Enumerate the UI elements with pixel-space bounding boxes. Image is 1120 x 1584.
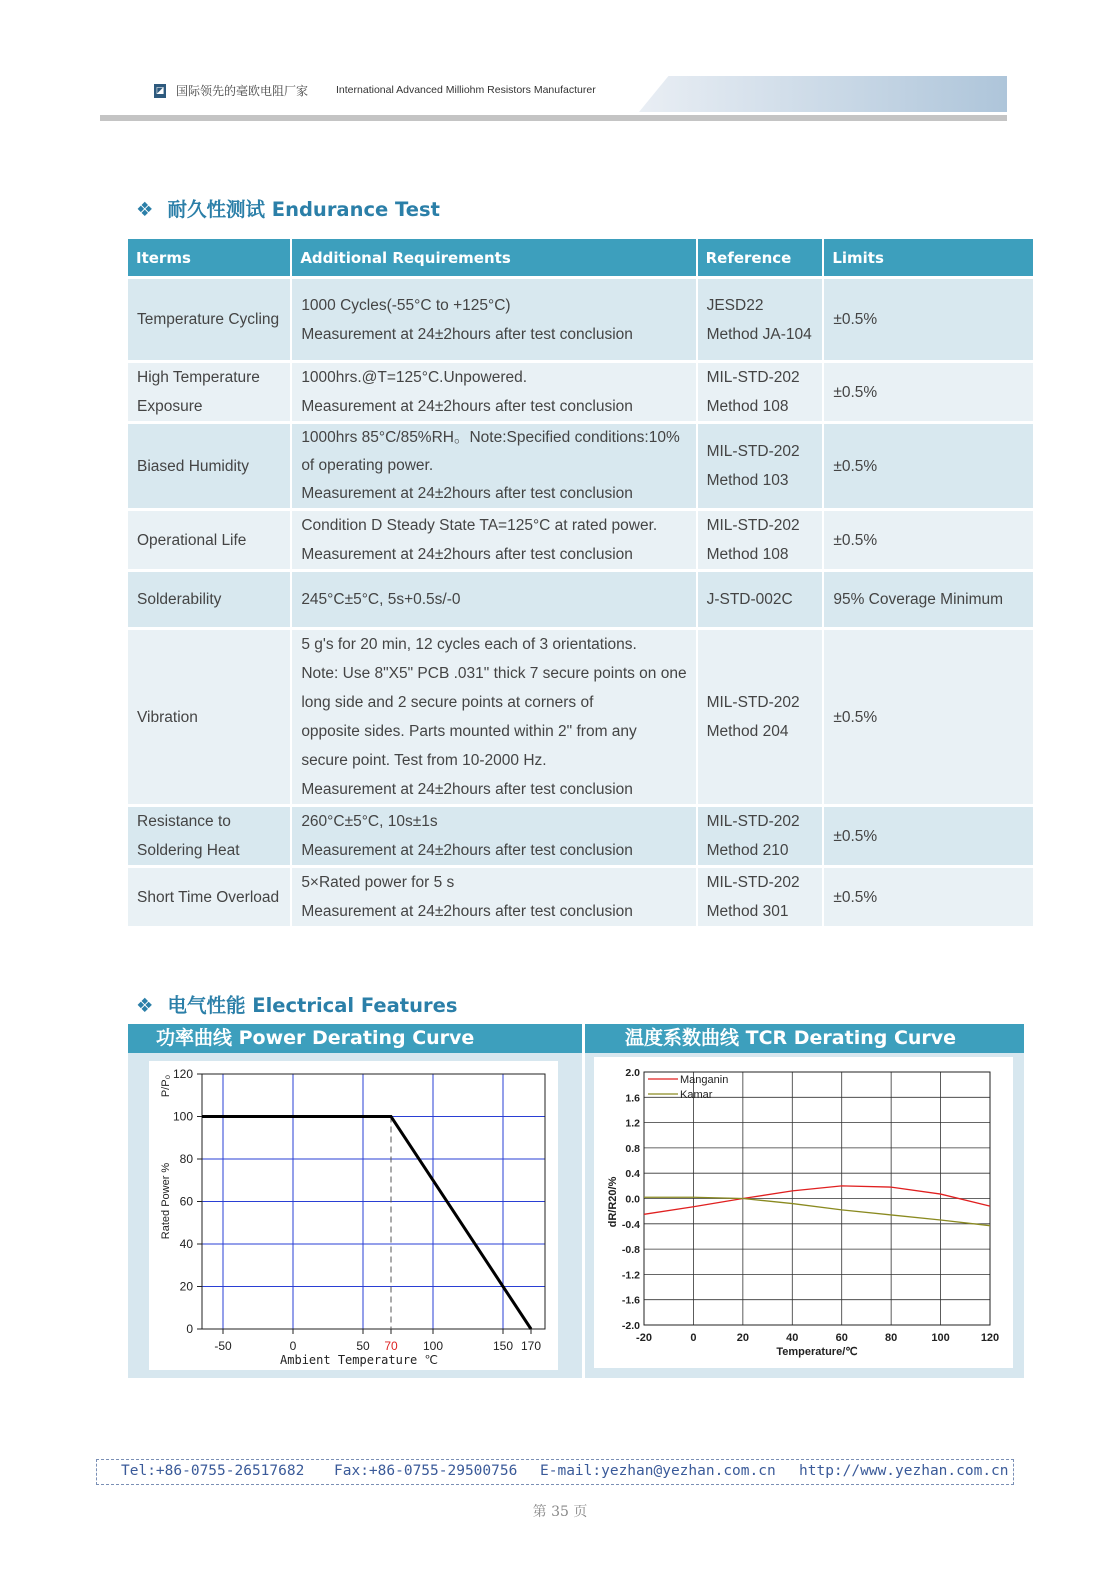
cell-line: ±0.5%: [833, 888, 878, 906]
x-tick-label: 0: [690, 1332, 697, 1344]
contact-footer: [96, 1459, 1014, 1485]
y-tick-label: 0.4: [625, 1168, 640, 1181]
page-number: 第 35 页: [532, 1504, 588, 1520]
cell-line: MIL-STD-202: [706, 369, 800, 386]
y-tick-label: -0.4: [621, 1218, 640, 1231]
tcr-derating-title: 温度系数曲线 TCR Derating Curve: [585, 1024, 1024, 1053]
header-divider: [100, 115, 1007, 121]
cell-reference: [698, 804, 825, 865]
x-tick-label: 50: [356, 1339, 370, 1353]
x-tick-label: 170: [520, 1339, 542, 1353]
bullet-icon: ❖: [136, 994, 154, 1017]
cell-reference: [698, 627, 825, 804]
endurance-test-table: [128, 239, 1035, 926]
cell-reference: [698, 865, 825, 926]
cell-reference: [698, 421, 825, 508]
cell-limit: [824, 804, 1035, 865]
table-row: [128, 865, 1035, 926]
x-tick-label: 100: [931, 1332, 950, 1344]
table-row: [128, 569, 1035, 627]
bullet-icon: ❖: [136, 198, 154, 221]
cell-requirement: [292, 421, 697, 508]
cell-line: ±0.5%: [833, 383, 878, 401]
legend-label: Manganin: [680, 1074, 729, 1086]
table-row: [128, 276, 1035, 360]
cell-limit: [824, 569, 1035, 627]
y-tick-label: -1.2: [621, 1269, 640, 1282]
cell-line: J-STD-002C: [706, 591, 793, 608]
cell-line: ±0.5%: [833, 827, 878, 845]
cell-line: 1000hrs 85°C/85%RH。Note:Specified conditions:10%: [301, 429, 680, 446]
cell-line: 245°C±5°C, 5s+0.5s/-0: [301, 591, 461, 608]
y-tick-label: 0.0: [625, 1193, 640, 1206]
cell-item: [128, 421, 292, 508]
cell-item: [128, 804, 292, 865]
cell-requirement: [292, 276, 697, 360]
cell-line: Measurement at 24±2hours after test conclusion: [301, 546, 633, 563]
company-logo-icon: ◪: [155, 86, 165, 96]
x-tick-label: 80: [885, 1332, 898, 1344]
cell-line: Exposure: [137, 398, 203, 415]
y-tick-label: 60: [179, 1194, 193, 1209]
section-title-endurance: [136, 194, 440, 222]
cell-line: Method 301: [706, 903, 789, 920]
cell-line: long side and 2 secure points at corners of: [301, 694, 594, 711]
table-row: [128, 508, 1035, 569]
table-row: [128, 360, 1035, 421]
footer-website-link[interactable]: http://www.yezhan.com.cn: [799, 1463, 1009, 1479]
header-chinese-tagline: 国际领先的毫欧电阻厂家: [176, 84, 309, 98]
cell-line: High Temperature: [137, 369, 260, 386]
header-banner-graphic: [639, 76, 1007, 112]
power-derating-panel: [128, 1024, 582, 1378]
cell-line: Operational Life: [137, 531, 247, 549]
cell-line: MIL-STD-202: [706, 874, 800, 891]
footer-tel: Tel:+86-0755-26517682: [121, 1463, 305, 1479]
cell-line: JESD22: [706, 296, 764, 314]
cell-line: Method 204: [706, 723, 789, 740]
cell-requirement: [292, 627, 697, 804]
header-limits: Limits: [824, 239, 1035, 276]
series-line-kamar: [644, 1197, 990, 1225]
y-axis-label: Rated Power %: [160, 1162, 172, 1240]
cell-line: Soldering Heat: [137, 842, 240, 859]
cell-line: Condition D Steady State TA=125°C at rated power.: [301, 517, 658, 534]
table-row: [128, 421, 1035, 508]
cell-line: Measurement at 24±2hours after test conclusion: [301, 325, 633, 343]
cell-reference: [698, 569, 825, 627]
tcr-chart-area: [594, 1057, 1013, 1368]
cell-line: Resistance to: [137, 813, 231, 830]
cell-line: ±0.5%: [833, 531, 878, 549]
y-tick-label: 40: [179, 1237, 193, 1251]
power-derating-chart-area: [149, 1061, 558, 1370]
cell-line: Method 210: [706, 842, 789, 859]
cell-line: ±0.5%: [833, 708, 878, 726]
cell-line: 1000 Cycles(-55°C to +125°C): [301, 296, 511, 314]
cell-limit: [824, 421, 1035, 508]
cell-line: 5×Rated power for 5 s: [301, 874, 455, 891]
y-tick-label: -0.8: [621, 1244, 640, 1257]
header-requirements: Additional Requirements: [292, 239, 697, 276]
cell-limit: [824, 508, 1035, 569]
y-axis-label: dR/R20/%: [607, 1176, 619, 1228]
cell-item: [128, 865, 292, 926]
cell-line: Short Time Overload: [137, 888, 280, 906]
cell-line: MIL-STD-202: [706, 694, 800, 711]
legend-label: Kamar: [680, 1089, 713, 1101]
cell-line: Measurement at 24±2hours after test conclusion: [301, 398, 633, 415]
x-tick-label: 100: [422, 1339, 444, 1353]
cell-line: Note: Use 8"X5" PCB .031" thick 7 secure points on one: [301, 665, 687, 682]
cell-reference: [698, 508, 825, 569]
tcr-derating-chart: [594, 1057, 1013, 1368]
series-line-manganin: [644, 1186, 990, 1214]
cell-line: Measurement at 24±2hours after test conclusion: [301, 485, 633, 502]
header-items: Iterms: [128, 239, 292, 276]
cell-limit: [824, 276, 1035, 360]
y-tick-label: 100: [172, 1109, 193, 1124]
x-tick-label: -20: [636, 1332, 652, 1344]
cell-line: 260°C±5°C, 10s±1s: [301, 813, 438, 830]
x-axis-label: Ambient Temperature ℃: [280, 1353, 438, 1367]
cell-item: [128, 569, 292, 627]
tcr-derating-panel: [585, 1024, 1024, 1378]
x-tick-label: 40: [786, 1332, 799, 1344]
y-tick-label: 2.0: [625, 1067, 640, 1079]
power-derating-title: 功率曲线 Power Derating Curve: [128, 1024, 582, 1053]
cell-line: Biased Humidity: [137, 457, 249, 475]
header-english-tagline: International Advanced Milliohm Resistors Manufacturer: [336, 84, 596, 96]
cell-line: Measurement at 24±2hours after test conclusion: [301, 781, 633, 798]
cell-requirement: [292, 865, 697, 926]
cell-limit: [824, 865, 1035, 926]
cell-line: opposite sides. Parts mounted within 2" from any: [301, 723, 637, 740]
cell-item: [128, 276, 292, 360]
y-tick-label: -2.0: [621, 1320, 640, 1332]
cell-requirement: [292, 569, 697, 627]
cell-item: [128, 360, 292, 421]
cell-line: ±0.5%: [833, 457, 878, 475]
cell-reference: [698, 276, 825, 360]
table-row: [128, 804, 1035, 865]
x-axis-label: Temperature/℃: [776, 1346, 858, 1358]
cell-line: Method JA-104: [706, 325, 812, 343]
cell-requirement: [292, 508, 697, 569]
x-tick-label: 120: [980, 1332, 1000, 1344]
cell-line: Method 103: [706, 472, 789, 489]
x-tick-label: 20: [736, 1332, 749, 1344]
cell-requirement: [292, 360, 697, 421]
cell-line: 5 g's for 20 min, 12 cycles each of 3 orientations.: [301, 636, 637, 653]
y-tick-label: -1.6: [621, 1294, 640, 1307]
section-title-text: 耐久性测试 Endurance Test: [167, 198, 440, 221]
y-tick-label: 1.6: [625, 1092, 640, 1105]
x-tick-label: 150: [492, 1339, 514, 1353]
cell-line: Method 108: [706, 398, 789, 415]
section-title-electrical: [136, 990, 457, 1018]
cell-limit: [824, 360, 1035, 421]
cell-item: [128, 627, 292, 804]
y-axis-top-label: P/P₀: [160, 1074, 172, 1098]
cell-line: MIL-STD-202: [706, 813, 800, 830]
cell-line: 95% Coverage Minimum: [833, 591, 1004, 608]
header-reference: Reference: [698, 239, 825, 276]
cell-line: Temperature Cycling: [137, 311, 280, 328]
x-tick-label: 0: [289, 1339, 297, 1353]
footer-fax: Fax:+86-0755-29500756: [334, 1463, 518, 1479]
cell-line: of operating power.: [301, 457, 434, 474]
cell-line: ±0.5%: [833, 311, 878, 328]
cell-line: Measurement at 24±2hours after test conclusion: [301, 903, 633, 920]
section-title-text: 电气性能 Electrical Features: [167, 994, 458, 1017]
y-tick-label: 20: [179, 1279, 193, 1294]
x-tick-label: 60: [835, 1332, 848, 1344]
x-tick-label: -50: [214, 1339, 232, 1353]
cell-requirement: [292, 804, 697, 865]
cell-line: secure point. Test from 10-2000 Hz.: [301, 752, 547, 769]
y-tick-label: 80: [179, 1152, 193, 1166]
footer-email[interactable]: E-mail:yezhan@yezhan.com.cn: [540, 1463, 776, 1479]
x-tick-label: 70: [384, 1339, 398, 1353]
y-tick-label: 120: [172, 1067, 193, 1081]
cell-line: Method 108: [706, 546, 789, 563]
cell-reference: [698, 360, 825, 421]
cell-line: Vibration: [137, 708, 198, 726]
cell-line: Solderability: [137, 591, 222, 608]
cell-line: Measurement at 24±2hours after test conclusion: [301, 842, 633, 859]
page-header: [100, 76, 1007, 122]
cell-line: MIL-STD-202: [706, 443, 800, 460]
table-header-row: [128, 239, 1035, 276]
y-tick-label: 0: [186, 1322, 193, 1336]
derating-curve: [202, 1117, 531, 1330]
cell-line: 1000hrs.@T=125°C.Unpowered.: [301, 369, 528, 386]
cell-limit: [824, 627, 1035, 804]
y-tick-label: 1.2: [625, 1117, 640, 1130]
power-derating-chart: [149, 1061, 558, 1370]
cell-line: MIL-STD-202: [706, 517, 800, 534]
table-row: [128, 627, 1035, 804]
y-tick-label: 0.8: [625, 1142, 640, 1155]
cell-item: [128, 508, 292, 569]
